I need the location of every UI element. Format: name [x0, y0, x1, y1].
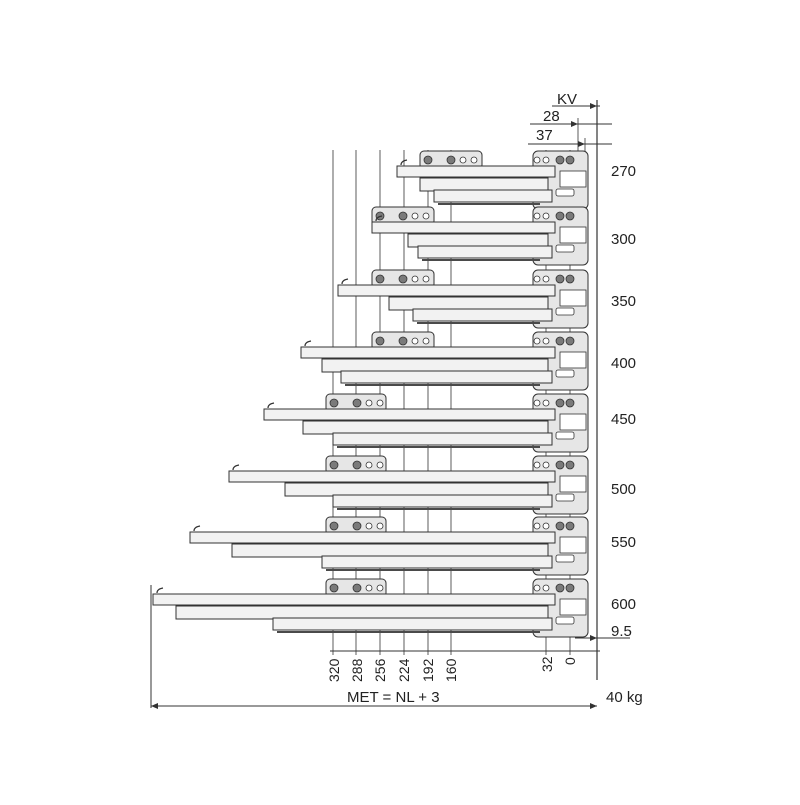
drawer-rail-top [397, 166, 555, 177]
rail-hook [233, 465, 239, 470]
bracket-lever [556, 617, 574, 624]
drawer-rail-bottom [434, 190, 552, 202]
label-9-5: 9.5 [611, 623, 632, 640]
bracket-hole [534, 338, 540, 344]
drawer-rail-bottom [341, 371, 552, 383]
bracket-hole [556, 461, 564, 469]
bracket-lever [556, 494, 574, 501]
drawer-rail-top [190, 532, 555, 543]
drawer-rail-middle [408, 234, 548, 247]
bracket-clip [560, 352, 586, 368]
bracket-lever [556, 308, 574, 315]
drawer-rail-middle [420, 178, 548, 191]
hole-label-32: 32 [539, 656, 555, 672]
mounting-hole [447, 156, 455, 164]
label-28: 28 [543, 108, 560, 125]
bracket-hole [543, 338, 549, 344]
hole-label-192: 192 [420, 658, 436, 682]
mounting-hole [353, 461, 361, 469]
hole-label-320: 320 [326, 658, 342, 682]
bracket-hole [543, 523, 549, 529]
bracket-hole [556, 275, 564, 283]
drawer-rail-bottom [418, 246, 552, 258]
mounting-hole [423, 213, 429, 219]
bracket-hole [556, 584, 564, 592]
bracket-clip [560, 171, 586, 187]
drawer-rail-top [153, 594, 555, 605]
drawer-rail-middle [176, 606, 548, 619]
mounting-hole [330, 461, 338, 469]
bracket-hole [566, 337, 574, 345]
length-label-300: 300 [611, 231, 637, 248]
drawer-rail-top [372, 222, 555, 233]
bracket-hole [566, 275, 574, 283]
mounting-hole [366, 523, 372, 529]
drawer-rail-top [301, 347, 555, 358]
bracket-clip [560, 476, 586, 492]
drawer-rail-top [229, 471, 555, 482]
mounting-hole [353, 584, 361, 592]
mounting-hole [366, 585, 372, 591]
drawer-rail-bottom [413, 309, 552, 321]
mounting-hole [423, 338, 429, 344]
label-37: 37 [536, 127, 553, 144]
mounting-hole [412, 276, 418, 282]
bracket-hole [566, 522, 574, 530]
mounting-hole [366, 462, 372, 468]
bracket-hole [543, 400, 549, 406]
drawer-rail-middle [232, 544, 548, 557]
rail-hook [305, 341, 311, 346]
drawer-rail-bottom [322, 556, 552, 568]
rail-hook [342, 279, 348, 284]
mounting-hole [330, 399, 338, 407]
bracket-lever [556, 555, 574, 562]
bracket-hole [566, 156, 574, 164]
mounting-hole [330, 584, 338, 592]
bracket-hole [543, 462, 549, 468]
bracket-hole [556, 399, 564, 407]
bracket-clip [560, 537, 586, 553]
met-arrow-right [590, 703, 597, 709]
mounting-hole [376, 275, 384, 283]
mounting-hole [471, 157, 477, 163]
bracket-hole [556, 212, 564, 220]
drawer-rail-top [264, 409, 555, 420]
bracket-lever [556, 370, 574, 377]
rail-hook [268, 403, 274, 408]
hole-label-256: 256 [372, 658, 388, 682]
mounting-hole [377, 523, 383, 529]
drawer-rail-bottom [273, 618, 552, 630]
length-label-550: 550 [611, 534, 637, 551]
mounting-hole [412, 338, 418, 344]
bracket-hole [534, 523, 540, 529]
mounting-hole [330, 522, 338, 530]
length-label-400: 400 [611, 355, 637, 372]
bracket-hole [566, 212, 574, 220]
hole-label-224: 224 [396, 658, 412, 682]
bracket-hole [534, 585, 540, 591]
arrow-kv [590, 103, 597, 109]
length-label-600: 600 [611, 596, 637, 613]
mounting-hole [353, 522, 361, 530]
met-formula: MET = NL + 3 [347, 689, 440, 706]
drawer-rail-middle [322, 359, 548, 372]
drawer-rail-bottom [333, 495, 552, 507]
bracket-hole [543, 585, 549, 591]
bracket-lever [556, 189, 574, 196]
bracket-hole [534, 400, 540, 406]
bracket-hole [566, 461, 574, 469]
mounting-hole [377, 462, 383, 468]
length-label-270: 270 [611, 163, 637, 180]
mounting-hole [377, 585, 383, 591]
mounting-hole [366, 400, 372, 406]
bracket-hole [566, 399, 574, 407]
length-label-500: 500 [611, 481, 637, 498]
arrow-37 [578, 141, 585, 147]
bracket-hole [534, 157, 540, 163]
drawer-rail-bottom [333, 433, 552, 445]
drawer-rail-middle [285, 483, 548, 496]
bracket-hole [543, 157, 549, 163]
mounting-hole [376, 337, 384, 345]
length-label-450: 450 [611, 411, 637, 428]
load-capacity: 40 kg [606, 689, 643, 706]
bracket-hole [543, 276, 549, 282]
bracket-hole [566, 584, 574, 592]
bracket-clip [560, 599, 586, 615]
mounting-hole [377, 400, 383, 406]
arrow-9-5 [590, 635, 597, 641]
bracket-clip [560, 290, 586, 306]
bracket-lever [556, 432, 574, 439]
rail-hook [194, 526, 200, 531]
met-arrow-left [151, 703, 158, 709]
bracket-hole [534, 462, 540, 468]
bracket-clip [560, 414, 586, 430]
label-kv: KV [557, 91, 578, 108]
bracket-hole [534, 213, 540, 219]
bracket-lever [556, 245, 574, 252]
bracket-hole [534, 276, 540, 282]
hole-label-0: 0 [562, 657, 578, 665]
rail-hook [157, 588, 163, 593]
mounting-hole [460, 157, 466, 163]
arrow-28 [571, 121, 578, 127]
mounting-hole [353, 399, 361, 407]
drawer-rail-top [338, 285, 555, 296]
length-label-350: 350 [611, 293, 637, 310]
mounting-hole [399, 212, 407, 220]
bracket-hole [556, 337, 564, 345]
drawer-rail-middle [303, 421, 548, 434]
mounting-hole [399, 337, 407, 345]
mounting-hole [399, 275, 407, 283]
hole-label-160: 160 [443, 658, 459, 682]
bracket-hole [543, 213, 549, 219]
mounting-hole [412, 213, 418, 219]
mounting-hole [424, 156, 432, 164]
bracket-clip [560, 227, 586, 243]
hole-label-288: 288 [349, 658, 365, 682]
bracket-hole [556, 156, 564, 164]
mounting-hole [423, 276, 429, 282]
drawer-rail-middle [389, 297, 548, 310]
bracket-hole [556, 522, 564, 530]
